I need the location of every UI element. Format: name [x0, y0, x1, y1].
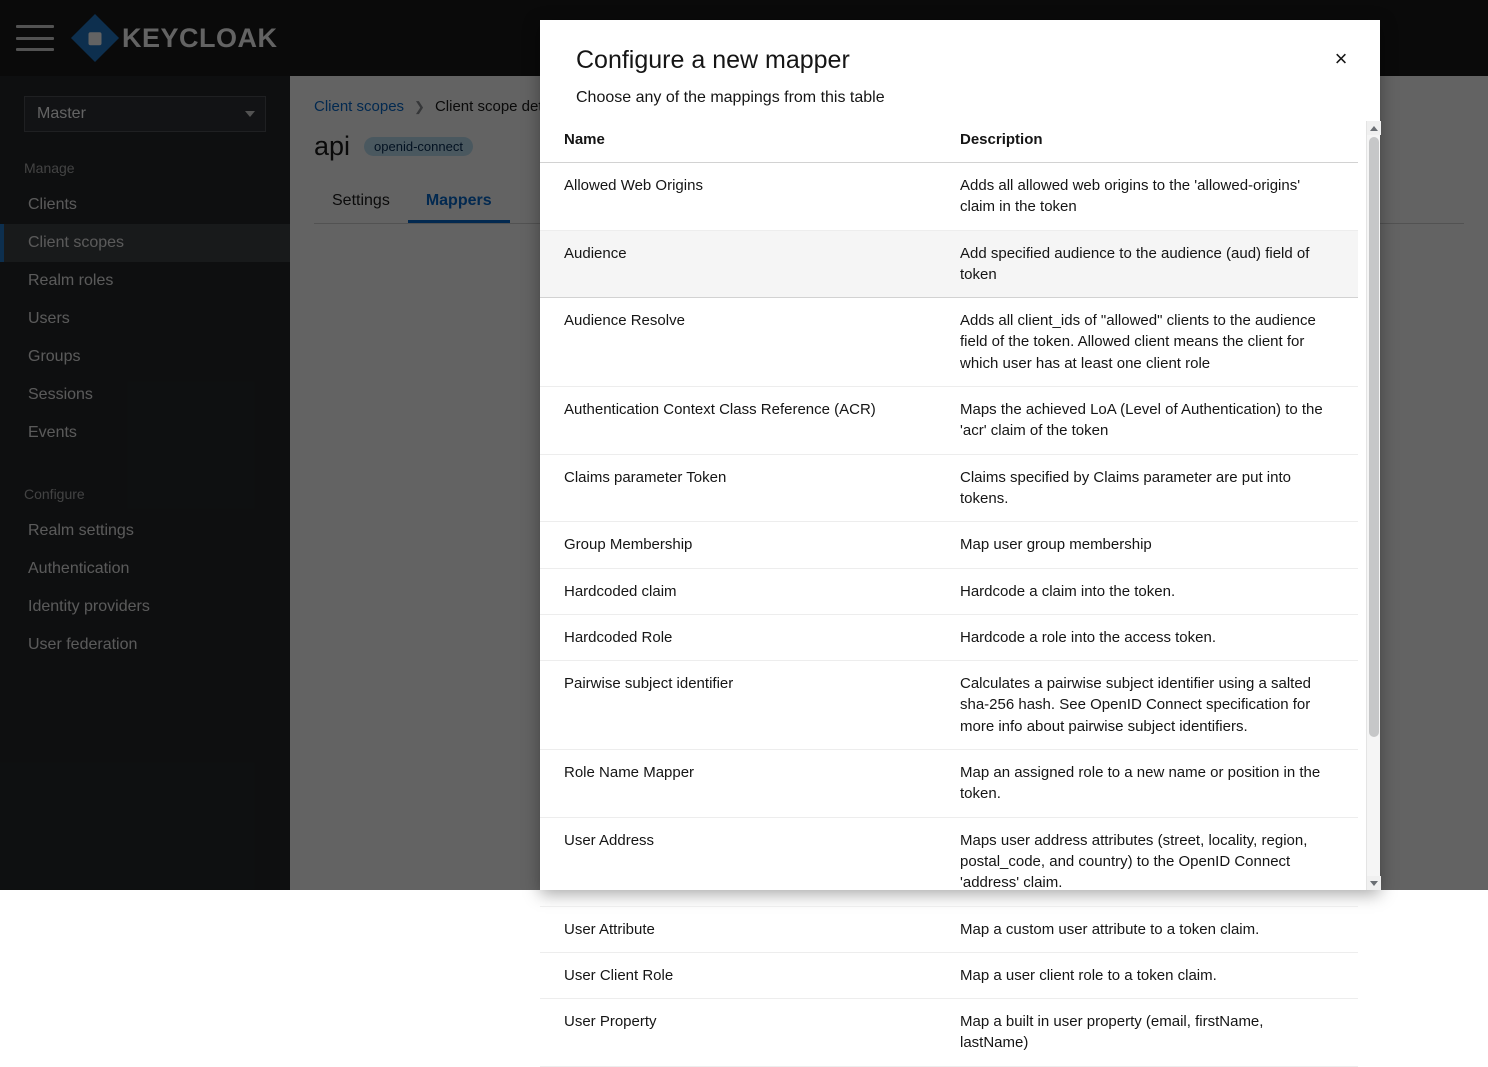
close-icon[interactable]: ×	[1324, 42, 1358, 76]
mapper-description: Hardcode a claim into the token.	[936, 568, 1358, 614]
mapper-description: Adds all allowed web origins to the 'allowed-origins' claim in the token	[936, 163, 1358, 231]
mapper-description: Add specified audience to the audience (aud) field of token	[936, 230, 1358, 298]
mapper-name: Group Membership	[540, 522, 936, 568]
table-row[interactable]	[540, 999, 1358, 1067]
mapper-description: Calculates a pairwise subject identifier using a salted sha-256 hash. See OpenID Connect specification for more info about pairwise subject identifiers.	[936, 661, 1358, 750]
scroll-down-icon[interactable]	[1367, 876, 1381, 890]
table-row[interactable]	[540, 298, 1358, 387]
table-row[interactable]	[540, 163, 1358, 231]
mapper-description: Map user group membership	[936, 522, 1358, 568]
mapper-name: Role Name Mapper	[540, 750, 936, 818]
table-row[interactable]	[540, 750, 1358, 818]
mapper-name: Audience Resolve	[540, 298, 936, 387]
mapper-table	[540, 121, 1358, 1067]
configure-mapper-modal	[540, 20, 1380, 1052]
mapper-description: Map a built in user property (email, firstName, lastName)	[936, 999, 1358, 1067]
mapper-description: Map an assigned role to a new name or position in the token.	[936, 750, 1358, 818]
mapper-name: User Property	[540, 999, 936, 1067]
table-body	[540, 163, 1358, 1067]
mapper-description: Map a user client role to a token claim.	[936, 952, 1358, 998]
table-row[interactable]	[540, 522, 1358, 568]
table-header-row	[540, 121, 1358, 163]
mapper-description: Maps the achieved LoA (Level of Authentication) to the 'acr' claim of the token	[936, 387, 1358, 455]
mapper-description: Map a custom user attribute to a token claim.	[936, 906, 1358, 952]
mapper-name: Hardcoded claim	[540, 568, 936, 614]
modal-subtitle: Choose any of the mappings from this table	[576, 89, 885, 106]
table-row[interactable]	[540, 614, 1358, 660]
mapper-name: Hardcoded Role	[540, 614, 936, 660]
mapper-name: Audience	[540, 230, 936, 298]
mapper-name: Pairwise subject identifier	[540, 661, 936, 750]
mapper-name: User Address	[540, 817, 936, 906]
scrollbar-thumb[interactable]	[1369, 137, 1379, 737]
mapper-name: User Client Role	[540, 952, 936, 998]
mapper-description: Maps user address attributes (street, locality, region, postal_code, and country) to the OpenID Connect 'address' claim.	[936, 817, 1358, 906]
table-row[interactable]	[540, 661, 1358, 750]
table-row[interactable]	[540, 230, 1358, 298]
column-header-name: Name	[540, 121, 936, 163]
table-row[interactable]	[540, 817, 1358, 906]
scroll-up-icon[interactable]	[1367, 121, 1381, 135]
mapper-description: Claims specified by Claims parameter are put into tokens.	[936, 454, 1358, 522]
modal-scrollbar[interactable]	[1366, 121, 1380, 890]
table-row[interactable]	[540, 568, 1358, 614]
table-row[interactable]	[540, 952, 1358, 998]
mapper-name: Claims parameter Token	[540, 454, 936, 522]
mapper-name: User Attribute	[540, 906, 936, 952]
table-row[interactable]	[540, 906, 1358, 952]
column-header-description: Description	[936, 121, 1358, 163]
mapper-description: Hardcode a role into the access token.	[936, 614, 1358, 660]
table-row[interactable]	[540, 387, 1358, 455]
mapper-name: Allowed Web Origins	[540, 163, 936, 231]
mapper-table-wrapper	[540, 121, 1380, 1052]
modal-title: Configure a new mapper	[576, 46, 850, 74]
modal-header	[540, 20, 1380, 107]
mapper-table-scroll	[540, 121, 1358, 1052]
mapper-name: Authentication Context Class Reference (ACR)	[540, 387, 936, 455]
mapper-description: Adds all client_ids of "allowed" clients to the audience field of the token. Allowed client means the client for which user has at least one client role	[936, 298, 1358, 387]
table-row[interactable]	[540, 454, 1358, 522]
